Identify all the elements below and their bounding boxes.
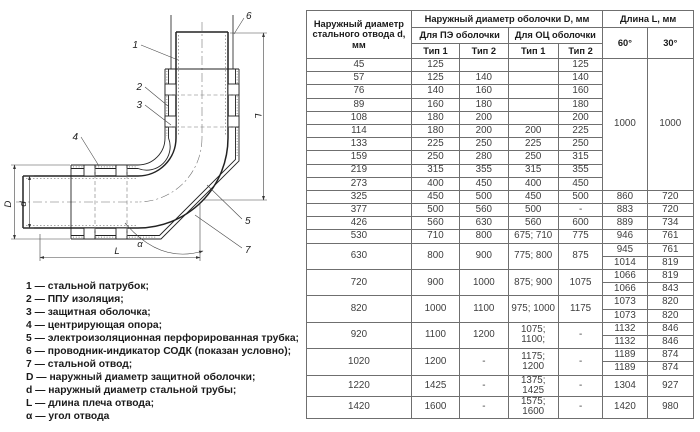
- cell-l30: 1000: [647, 59, 693, 191]
- cell-pe1: 560: [411, 217, 459, 230]
- legend-item: D — наружный диаметр защитной оболочки;: [26, 372, 256, 383]
- cell-oc2: -: [558, 322, 602, 348]
- header-pe-casing: Для ПЭ оболочки: [411, 28, 508, 44]
- cell-pe2: 1200: [460, 322, 508, 348]
- cell-l60: 860: [603, 190, 647, 203]
- cell-pe2: 630: [460, 217, 508, 230]
- cell-oc2: 355: [558, 164, 602, 177]
- cell-oc1: 1175; 1200: [508, 349, 558, 375]
- cell-pe2: 500: [460, 190, 508, 203]
- cell-d: 630: [307, 243, 412, 269]
- cell-pe1: 500: [411, 204, 459, 217]
- cell-pe2: 200: [460, 124, 508, 137]
- cell-pe1: 1600: [411, 397, 459, 419]
- cell-d: 108: [307, 111, 412, 124]
- dim-label-L-right: L: [252, 113, 263, 119]
- cell-l30: 720: [647, 204, 693, 217]
- cell-d: 920: [307, 322, 412, 348]
- cell-pe1: 800: [411, 243, 459, 269]
- table-row: [307, 270, 694, 283]
- cell-l60: 1073: [603, 309, 647, 322]
- callout-6: 6: [246, 11, 252, 22]
- cell-pe2: 1000: [460, 270, 508, 296]
- cell-pe2: 560: [460, 204, 508, 217]
- cell-oc2: -: [558, 349, 602, 375]
- legend-item: 1 — стальной патрубок;: [26, 281, 149, 292]
- table-row: [307, 397, 694, 419]
- cell-oc1: 675; 710: [508, 230, 558, 243]
- cell-d: 820: [307, 296, 412, 322]
- cell-oc1: 1375; 1425: [508, 375, 558, 397]
- cell-l60: 889: [603, 217, 647, 230]
- cell-oc2: -: [558, 397, 602, 419]
- elbow-diagram: [2, 2, 302, 268]
- header-oc-casing: Для ОЦ оболочки: [508, 28, 603, 44]
- table-row: [307, 217, 694, 230]
- legend-item: 3 — защитная оболочка;: [26, 307, 151, 318]
- centerlines: [16, 22, 202, 202]
- cell-l60: 1132: [603, 322, 647, 335]
- cell-l60: 1014: [603, 256, 647, 269]
- cell-d: 159: [307, 151, 412, 164]
- steel-pipe: [23, 32, 228, 228]
- cell-d: 57: [307, 72, 412, 85]
- callout-leaders: [81, 18, 244, 248]
- cell-pe2: 160: [460, 85, 508, 98]
- cell-pe2: -: [460, 349, 508, 375]
- cell-l30: 980: [647, 397, 693, 419]
- callout-3: 3: [136, 100, 142, 111]
- spec-table: [306, 10, 694, 419]
- cell-oc2: 180: [558, 98, 602, 111]
- cell-l30: 843: [647, 283, 693, 296]
- cell-l60: 1304: [603, 375, 647, 397]
- cell-oc1: 200: [508, 124, 558, 137]
- cell-oc2: 1075: [558, 270, 602, 296]
- elbow-drawing-area: [2, 2, 302, 268]
- cell-pe1: 1425: [411, 375, 459, 397]
- cell-oc2: 315: [558, 151, 602, 164]
- cell-oc2: 160: [558, 85, 602, 98]
- legend-item: 7 — стальной отвод;: [26, 359, 133, 370]
- spec-table-body: [307, 59, 694, 419]
- cell-l30: 820: [647, 296, 693, 309]
- cell-oc1: [508, 98, 558, 111]
- cell-d: 426: [307, 217, 412, 230]
- cell-l30: 927: [647, 375, 693, 397]
- cell-d: 530: [307, 230, 412, 243]
- cell-l30: 761: [647, 230, 693, 243]
- cell-pe1: 710: [411, 230, 459, 243]
- cell-oc1: 500: [508, 204, 558, 217]
- cell-oc2: 775: [558, 230, 602, 243]
- cell-pe2: 450: [460, 177, 508, 190]
- header-60deg: 60°: [603, 28, 647, 59]
- spec-table-wrap: [306, 10, 694, 419]
- cell-oc2: -: [558, 375, 602, 397]
- callout-4: 4: [72, 132, 78, 143]
- cell-pe1: 1000: [411, 296, 459, 322]
- casing: [71, 69, 239, 239]
- callout-7: 7: [245, 245, 251, 256]
- cell-oc1: [508, 85, 558, 98]
- cell-d: 377: [307, 204, 412, 217]
- cell-pe2: 355: [460, 164, 508, 177]
- cell-pe2: 250: [460, 138, 508, 151]
- cell-oc1: 225: [508, 138, 558, 151]
- cell-oc1: 250: [508, 151, 558, 164]
- cell-oc1: 875; 900: [508, 270, 558, 296]
- cell-oc2: 250: [558, 138, 602, 151]
- cell-pe1: 125: [411, 72, 459, 85]
- cell-pe2: [460, 59, 508, 72]
- cell-oc2: 500: [558, 190, 602, 203]
- dim-label-d: d: [18, 201, 29, 207]
- cell-d: 720: [307, 270, 412, 296]
- cell-l30: 761: [647, 243, 693, 256]
- legend-item: d — наружный диаметр стальной трубы;: [26, 385, 237, 396]
- cell-pe1: 125: [411, 59, 459, 72]
- cell-oc1: 400: [508, 177, 558, 190]
- dim-label-L-bottom: L: [114, 246, 120, 257]
- cell-pe1: 160: [411, 98, 459, 111]
- cell-pe1: 225: [411, 138, 459, 151]
- cell-pe1: 315: [411, 164, 459, 177]
- cell-l30: 734: [647, 217, 693, 230]
- cell-oc2: 140: [558, 72, 602, 85]
- cell-d: 76: [307, 85, 412, 98]
- cell-oc1: [508, 59, 558, 72]
- cell-d: 325: [307, 190, 412, 203]
- dim-label-D: D: [3, 200, 14, 208]
- table-row: [307, 296, 694, 309]
- cell-pe2: -: [460, 397, 508, 419]
- cell-pe2: 180: [460, 98, 508, 111]
- header-pe-type1: Тип 1: [411, 44, 459, 59]
- cell-oc1: 1075; 1100;: [508, 322, 558, 348]
- header-30deg: 30°: [647, 28, 693, 59]
- cell-l60: 1073: [603, 296, 647, 309]
- cell-d: 1220: [307, 375, 412, 397]
- header-casing-diameter-group: Наружный диаметр оболочки D, мм: [411, 11, 602, 28]
- header-oc-type1: Тип 1: [508, 44, 558, 59]
- table-row: [307, 322, 694, 335]
- cell-l60: 1189: [603, 349, 647, 362]
- cell-oc2: 125: [558, 59, 602, 72]
- cell-d: 1020: [307, 349, 412, 375]
- cell-l60: 1420: [603, 397, 647, 419]
- cell-oc2: -: [558, 204, 602, 217]
- legend-item: 2 — ППУ изоляция;: [26, 294, 124, 305]
- cell-d: 1420: [307, 397, 412, 419]
- cell-pe1: 180: [411, 124, 459, 137]
- cell-l30: 819: [647, 256, 693, 269]
- cell-pe1: 180: [411, 111, 459, 124]
- cell-oc2: 200: [558, 111, 602, 124]
- cell-oc1: 975; 1000: [508, 296, 558, 322]
- legend-item: α — угол отвода: [26, 411, 110, 422]
- cell-l60: 1189: [603, 362, 647, 375]
- cell-d: 89: [307, 98, 412, 111]
- cell-l30: 820: [647, 309, 693, 322]
- cell-oc2: 450: [558, 177, 602, 190]
- casing-hatch: [73, 71, 237, 237]
- cell-l30: 846: [647, 335, 693, 348]
- cell-pe1: 1200: [411, 349, 459, 375]
- cell-pe2: 200: [460, 111, 508, 124]
- centering-supports: [84, 84, 239, 239]
- cell-pe2: 800: [460, 230, 508, 243]
- cell-pe2: 1100: [460, 296, 508, 322]
- cell-pe2: -: [460, 375, 508, 397]
- cell-l60: 883: [603, 204, 647, 217]
- cell-oc1: 315: [508, 164, 558, 177]
- cell-oc2: 600: [558, 217, 602, 230]
- cell-pe1: 900: [411, 270, 459, 296]
- cell-pe1: 140: [411, 85, 459, 98]
- cell-oc1: 1575; 1600: [508, 397, 558, 419]
- cell-oc2: 875: [558, 243, 602, 269]
- cell-oc2: 225: [558, 124, 602, 137]
- callout-5: 5: [245, 216, 251, 227]
- header-steel-diameter: Наружный диаметр стального отвода d, мм: [307, 11, 412, 59]
- table-row: [307, 204, 694, 217]
- cell-d: 273: [307, 177, 412, 190]
- legend-list: [26, 280, 304, 423]
- cell-pe2: 900: [460, 243, 508, 269]
- cell-pe1: 450: [411, 190, 459, 203]
- cell-d: 219: [307, 164, 412, 177]
- cell-l60: 1066: [603, 270, 647, 283]
- cell-l60: 1132: [603, 335, 647, 348]
- table-row: [307, 375, 694, 397]
- legend-item: 5 — электроизоляционная перфорированная трубка;: [26, 333, 299, 344]
- cell-oc1: 560: [508, 217, 558, 230]
- header-oc-type2: Тип 2: [558, 44, 602, 59]
- cell-l30: 874: [647, 362, 693, 375]
- legend-item: 6 — проводник-индикатор СОДК (показан условно);: [26, 346, 292, 357]
- cell-oc2: 1175: [558, 296, 602, 322]
- table-row: [307, 349, 694, 362]
- cell-l30: 720: [647, 190, 693, 203]
- callout-1: 1: [132, 40, 138, 51]
- table-row: [307, 243, 694, 256]
- header-length-group: Длина L, мм: [603, 11, 694, 28]
- cell-d: 45: [307, 59, 412, 72]
- cell-pe2: 140: [460, 72, 508, 85]
- callout-2: 2: [136, 82, 142, 93]
- legend-item: L — длина плеча отвода;: [26, 398, 155, 409]
- cell-pe1: 250: [411, 151, 459, 164]
- cell-l60: 946: [603, 230, 647, 243]
- cell-l30: 819: [647, 270, 693, 283]
- cell-pe1: 1100: [411, 322, 459, 348]
- table-row: [307, 190, 694, 203]
- legend-item: 4 — центрирующая опора;: [26, 320, 163, 331]
- steel-pipe-hatch: [26, 35, 226, 226]
- cell-l60: 1000: [603, 59, 647, 191]
- table-row: [307, 59, 694, 72]
- cell-l60: 1066: [603, 283, 647, 296]
- cell-l30: 874: [647, 349, 693, 362]
- cell-d: 133: [307, 138, 412, 151]
- cell-oc1: [508, 72, 558, 85]
- cell-oc1: 775; 800: [508, 243, 558, 269]
- cell-l60: 945: [603, 243, 647, 256]
- cell-pe1: 400: [411, 177, 459, 190]
- cell-d: 114: [307, 124, 412, 137]
- cell-pe2: 280: [460, 151, 508, 164]
- cell-oc1: 450: [508, 190, 558, 203]
- table-row: [307, 230, 694, 243]
- cell-l30: 846: [647, 322, 693, 335]
- cell-oc1: [508, 111, 558, 124]
- dim-label-alpha: α: [137, 239, 143, 250]
- header-pe-type2: Тип 2: [460, 44, 508, 59]
